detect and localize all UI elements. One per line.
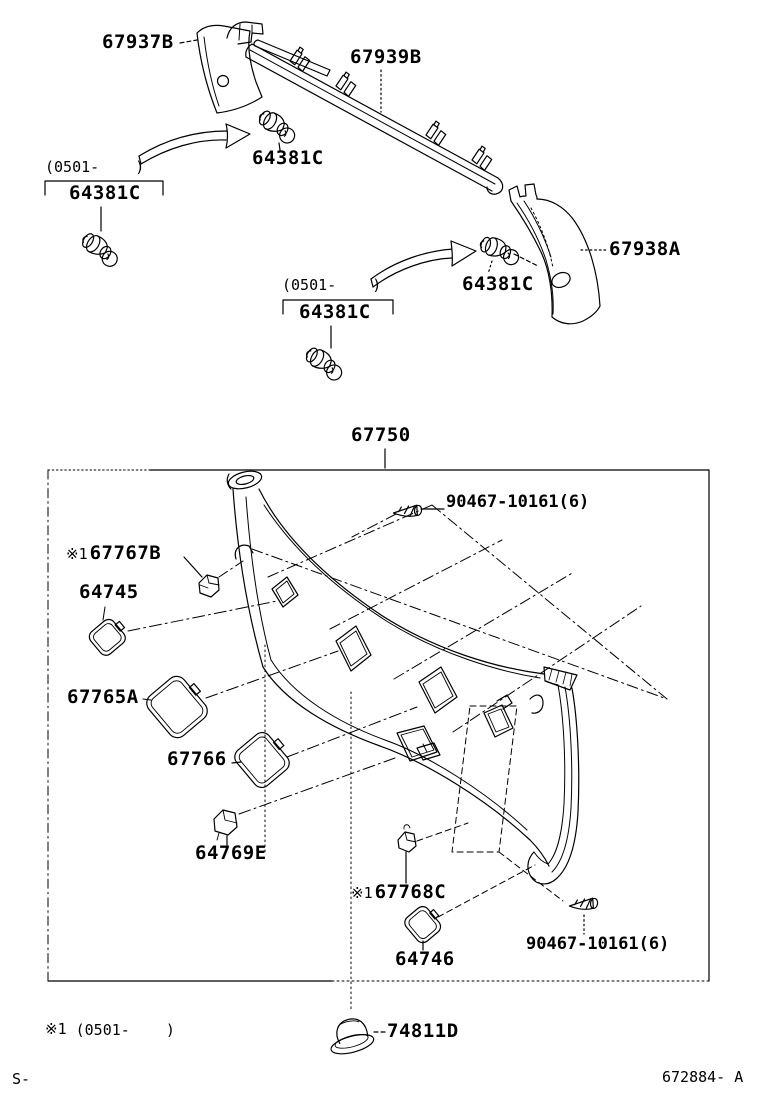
- part-label-74811d: 74811D: [387, 1020, 459, 1042]
- part-label-67765a: 67765A: [67, 686, 139, 708]
- part-label-64381c-top: 64381C: [252, 147, 324, 169]
- clip-67767b-drawing: [184, 557, 243, 597]
- footnote-mark: ※1: [45, 1020, 67, 1038]
- part-label-67768c: 67768C: [374, 881, 447, 903]
- part-label-64381c-left: 64381C: [69, 182, 141, 204]
- part-label-67939b: 67939B: [350, 46, 422, 68]
- part-label-67766: 67766: [167, 748, 227, 770]
- part-label-64769e: 64769E: [195, 842, 267, 864]
- condition-range-mid: (0501- ): [282, 276, 382, 294]
- part-label-64381c-right: 64381C: [462, 273, 534, 295]
- part-label-67750: 67750: [351, 424, 411, 446]
- clip-64769e-drawing: [214, 758, 395, 845]
- cover-64746-drawing: [402, 865, 535, 950]
- clip-64381c-mid-drawing: [302, 344, 348, 382]
- footnote-row: [45, 1022, 175, 1038]
- footnote-mark-67768c: ※1: [351, 884, 373, 902]
- trim-cover-67937b-drawing: [197, 22, 263, 113]
- part-label-64745: 64745: [79, 581, 139, 603]
- clip-64381c-top-drawing: [255, 107, 301, 150]
- part-label-67767b-row: [66, 544, 161, 563]
- part-label-90467-top: 90467-10161(6): [446, 492, 590, 512]
- clip-64381c-left-drawing: [78, 230, 124, 269]
- detail-callout-dashed: [452, 706, 563, 901]
- footnote-mark-67767b: ※1: [66, 545, 88, 563]
- install-arrow-left: [139, 124, 250, 164]
- figure-code: 672884- A: [662, 1068, 744, 1086]
- board-67750-drawing: [227, 468, 579, 884]
- part-label-90467-bottom: 90467-10161(6): [526, 934, 670, 954]
- cover-64745-drawing: [87, 601, 277, 658]
- plug-74811d-drawing: [325, 1014, 387, 1057]
- leader-67937b: [180, 40, 197, 43]
- corner-code: S-: [12, 1070, 31, 1088]
- part-label-67938a: 67938A: [609, 238, 681, 260]
- clip-67768c-drawing: [398, 823, 468, 883]
- part-label-64746: 64746: [395, 948, 455, 970]
- part-label-64381c-mid: 64381C: [299, 301, 371, 323]
- install-arrow-mid: [371, 241, 476, 287]
- screw-top-drawing: [393, 502, 444, 518]
- part-label-67937b: 67937B: [102, 31, 174, 53]
- construction-lines: [252, 505, 667, 732]
- cover-67765a-drawing: [143, 651, 338, 742]
- part-label-67767b: 67767B: [89, 542, 162, 564]
- part-label-67768c-row: [351, 883, 446, 902]
- condition-range-left: (0501- ): [45, 158, 145, 176]
- screw-bottom-drawing: [569, 895, 598, 934]
- footnote-condition: (0501- ): [75, 1021, 175, 1039]
- clip-64381c-right-drawing: [477, 234, 538, 274]
- trim-cover-67938a-drawing: [509, 184, 600, 324]
